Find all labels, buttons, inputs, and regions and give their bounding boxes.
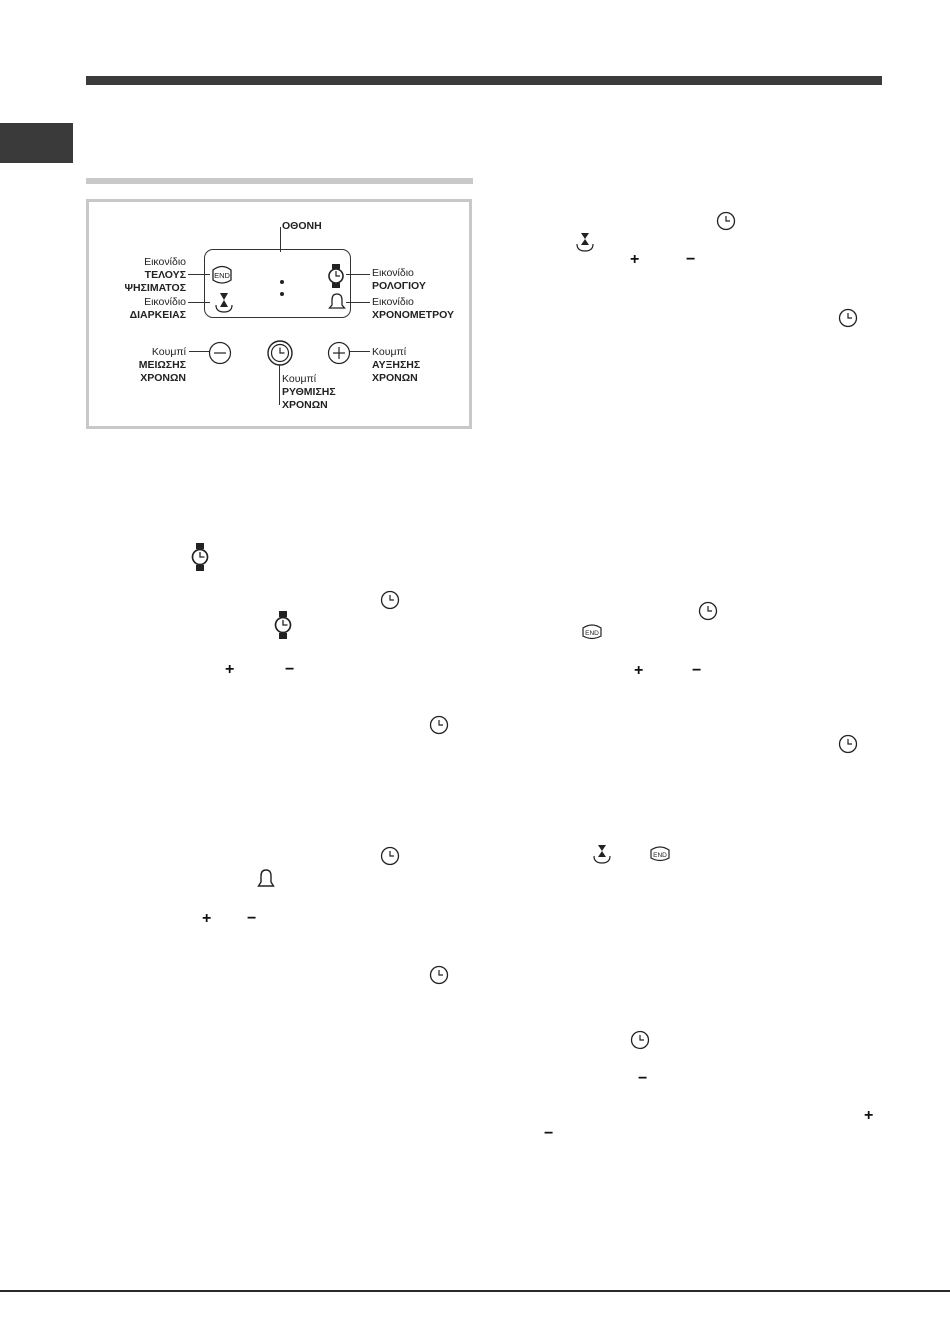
minus-button[interactable] (208, 341, 232, 365)
minus-symbol: − (247, 910, 257, 927)
clock-set-icon (380, 846, 400, 866)
minus-symbol: − (638, 1070, 648, 1087)
wristwatch-clock-icon (274, 611, 292, 639)
plus-symbol: + (630, 251, 640, 268)
clock-set-icon (429, 965, 449, 985)
clock-set-icon (429, 715, 449, 735)
plus-button-leader (350, 351, 370, 352)
clock-icon-label: Εικονίδιο ΡΟΛΟΓΙΟΥ (372, 267, 426, 292)
plus-button[interactable] (327, 341, 351, 365)
wristwatch-clock-icon (191, 543, 209, 571)
language-tab (0, 123, 73, 163)
svg-text:END: END (214, 271, 230, 280)
section-rule (86, 178, 473, 184)
plus-symbol: + (864, 1107, 874, 1124)
display-colon-dot (280, 280, 284, 284)
timer-icon-leader (346, 302, 370, 303)
display-label: ΟΘΟΝΗ (282, 220, 322, 232)
plus-symbol: + (634, 662, 644, 679)
duration-icon-leader (188, 302, 210, 303)
minus-symbol: − (285, 661, 295, 678)
timer-icon-label: Εικονίδιο ΧΡΟΝΟΜΕΤΡΟΥ (372, 296, 454, 321)
bell-timer-icon (257, 868, 275, 890)
end-icon-label: Εικονίδιο ΤΕΛΟΥΣ ΨΗΣΙΜΑΤΟΣ (124, 256, 186, 294)
end-cooking-icon (648, 845, 672, 863)
minus-button-leader (189, 351, 209, 352)
footer-rule (0, 1290, 950, 1292)
clock-icon-leader (346, 274, 370, 275)
end-cooking-icon (580, 623, 604, 641)
minus-button-label: Κουμπί ΜΕΙΩΣΗΣ ΧΡΟΝΩΝ (138, 346, 186, 384)
end-icon-leader (188, 274, 210, 275)
header-rule (86, 76, 882, 85)
set-time-button[interactable] (266, 339, 294, 367)
clock-set-icon (698, 601, 718, 621)
hourglass-duration-icon (591, 843, 613, 865)
plus-button-label: Κουμπί ΑΥΞΗΣΗΣ ΧΡΟΝΩΝ (372, 346, 421, 384)
clock-set-icon (838, 734, 858, 754)
duration-icon-label: Εικονίδιο ΔΙΑΡΚΕΙΑΣ (129, 296, 186, 321)
set-button-leader (279, 363, 280, 405)
wristwatch-clock-icon (327, 264, 345, 288)
clock-set-icon (380, 590, 400, 610)
plus-symbol: + (225, 661, 235, 678)
set-button-label: Κουμπί ΡΥΘΜΙΣΗΣ ΧΡΟΝΩΝ (282, 373, 336, 411)
clock-set-icon (716, 211, 736, 231)
bell-timer-icon (328, 292, 346, 312)
plus-symbol: + (202, 910, 212, 927)
minus-symbol: − (544, 1125, 554, 1142)
display-leader (280, 227, 281, 252)
end-cooking-icon (209, 264, 235, 286)
display-colon-dot (280, 292, 284, 296)
hourglass-duration-icon (213, 290, 235, 314)
minus-symbol: − (692, 662, 702, 679)
minus-symbol: − (686, 251, 696, 268)
clock-set-icon (630, 1030, 650, 1050)
clock-set-icon (838, 308, 858, 328)
hourglass-duration-icon (574, 231, 596, 253)
svg-text:END: END (585, 630, 599, 637)
svg-text:END: END (653, 852, 667, 859)
